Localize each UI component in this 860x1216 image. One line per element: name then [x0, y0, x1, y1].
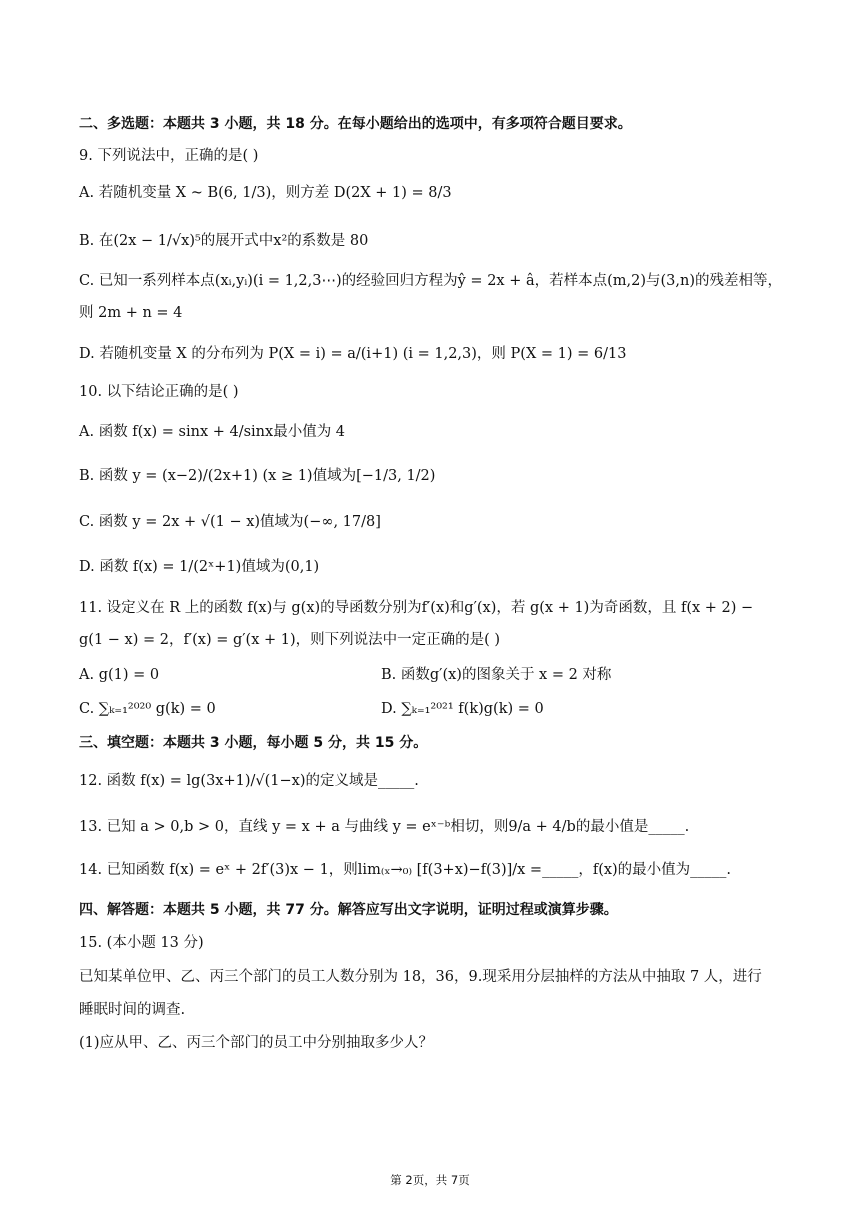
q9-option-d: D. 若随机变量 X 的分布列为 P(X = i) = a/(i+1) (i = 1,2,3)，则 P(X = 1) = 6/13 [79, 346, 627, 362]
section-fill-in: 三、填空题：本题共 3 小题，每小题 5 分，共 15 分。 [79, 735, 428, 751]
q15-head: 15. (本小题 13 分) [79, 935, 204, 951]
q9-option-c-line2: 则 2m + n = 4 [79, 305, 183, 321]
q10-stem: 10. 以下结论正确的是( ) [79, 384, 239, 400]
q10-option-a: A. 函数 f(x) = sinx + 4/sinx最小值为 4 [79, 424, 346, 440]
q9-stem: 9. 下列说法中，正确的是( ) [79, 148, 259, 164]
q15-paragraph-line2: 睡眠时间的调查. [79, 1002, 186, 1018]
q11-option-b: B. 函数g′(x)的图象关于 x = 2 对称 [381, 667, 612, 683]
q9-option-a: A. 若随机变量 X ~ B(6, 1/3)，则方差 D(2X + 1) = 8/3 [79, 185, 452, 201]
q13: 13. 已知 a > 0,b > 0，直线 y = x + a 与曲线 y = eˣ⁻ᵇ相切，则9/a + 4/b的最小值是_____. [79, 819, 690, 835]
q14: 14. 已知函数 f(x) = eˣ + 2f′(3)x − 1，则lim₍ₓ→₀₎ [f(3+x)−f(3)]/x =_____，f(x)的最小值为_____. [79, 862, 732, 878]
section-multiple-choice: 二、多选题：本题共 3 小题，共 18 分。在每小题给出的选项中，有多项符合题目要求。 [79, 116, 632, 132]
q10-option-b: B. 函数 y = (x−2)/(2x+1) (x ≥ 1)值域为[−1/3, 1/2) [79, 468, 436, 484]
q9-option-c-line1: C. 已知一系列样本点(xᵢ,yᵢ)(i = 1,2,3⋯)的经验回归方程为ŷ = 2x + â，若样本点(m,2)与(3,n)的残差相等， [79, 273, 782, 289]
q11-stem-line2: g(1 − x) = 2，f′(x) = g′(x + 1)，则下列说法中一定正确的是( ) [79, 632, 501, 648]
q15-part1: (1)应从甲、乙、丙三个部门的员工中分别抽取多少人？ [79, 1035, 434, 1051]
page-footer: 第 2页，共 7页 [390, 1173, 470, 1187]
q11-stem-line1: 11. 设定义在 R 上的函数 f(x)与 g(x)的导函数分别为f′(x)和g′(x)，若 g(x + 1)为奇函数，且 f(x + 2) − [79, 600, 754, 616]
q10-option-d: D. 函数 f(x) = 1/(2ˣ+1)值域为(0,1) [79, 559, 320, 575]
q11-option-a: A. g(1) = 0 [79, 667, 160, 683]
q11-option-c: C. ∑ₖ₌₁²⁰²⁰ g(k) = 0 [79, 701, 216, 717]
q11-option-d: D. ∑ₖ₌₁²⁰²¹ f(k)g(k) = 0 [381, 701, 544, 717]
q9-option-b: B. 在(2x − 1/√x)⁵的展开式中x²的系数是 80 [79, 233, 369, 249]
q15-paragraph-line1: 已知某单位甲、乙、丙三个部门的员工人数分别为 18，36，9.现采用分层抽样的方法从中抽取 7 人，进行 [79, 969, 762, 985]
q10-option-c: C. 函数 y = 2x + √(1 − x)值域为(−∞, 17/8] [79, 514, 381, 530]
q12: 12. 函数 f(x) = lg(3x+1)/√(1−x)的定义域是_____. [79, 773, 419, 789]
section-answer: 四、解答题：本题共 5 小题，共 77 分。解答应写出文字说明，证明过程或演算步骤。 [79, 902, 618, 918]
